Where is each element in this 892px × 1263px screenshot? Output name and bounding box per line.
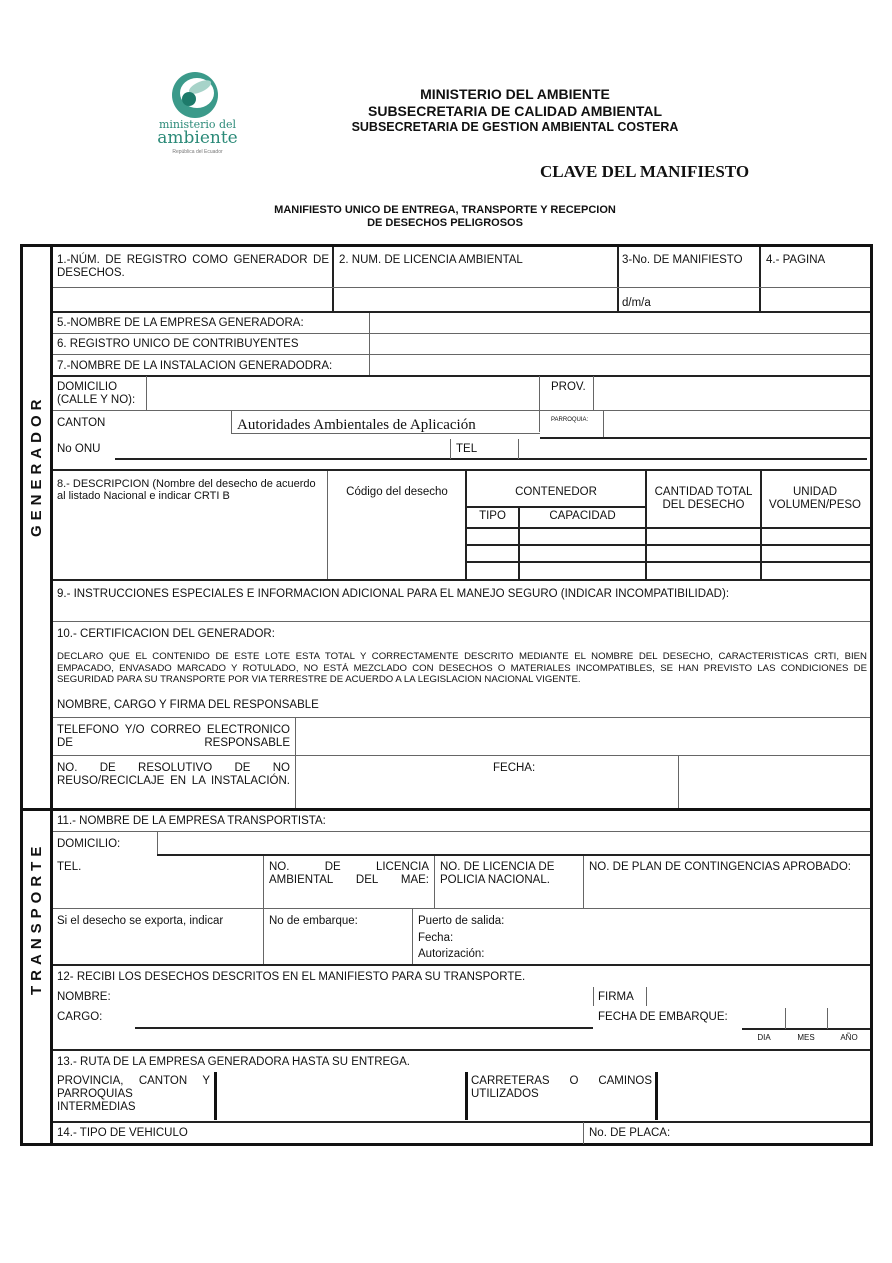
label-no-embarque: No de embarque: [269, 915, 358, 927]
input-licencia-ambiental[interactable] [336, 289, 616, 310]
label-resolutivo: NO. DE RESOLUTIVO DE NO REUSO/RECICLAJE EN LA INSTALACIÓN. [57, 762, 290, 787]
label-pagina: 4.- PAGINA [766, 254, 826, 266]
header-title1: MINISTERIO DEL AMBIENTE [420, 86, 610, 102]
label-empresa-generadora: 5.-NOMBRE DE LA EMPRESA GENERADORA: [57, 317, 304, 329]
form-subtitle2: DE DESECHOS PELIGROSOS [367, 217, 523, 229]
input-tipo-1[interactable] [467, 529, 517, 543]
input-unidad-3[interactable] [763, 563, 869, 578]
label-domicilio-transportista: DOMICILIO: [57, 838, 121, 850]
label-ruta: 13.- RUTA DE LA EMPRESA GENERADORA HASTA SU ENTREGA. [57, 1056, 410, 1068]
label-domicilio: DOMICILIO (CALLE Y NO): [57, 381, 136, 406]
label-instrucciones: 9.- INSTRUCCIONES ESPECIALES E INFORMACION ADICIONAL PARA EL MANEJO SEGURO (INDICAR INCOMPATIBILIDAD): [57, 588, 730, 600]
input-placa[interactable] [680, 1124, 869, 1143]
input-cantidad-2[interactable] [648, 546, 759, 560]
section-transporte [20, 810, 53, 1144]
input-mes[interactable] [786, 1008, 826, 1028]
label-mes: MES [797, 1033, 815, 1042]
label-fecha-exporta: Fecha: [418, 932, 454, 944]
input-ruc[interactable] [371, 335, 869, 353]
label-tipo-vehiculo: 14.- TIPO DE VEHICULO [57, 1127, 188, 1139]
input-tipo-3[interactable] [467, 563, 517, 578]
input-no-manifiesto[interactable] [660, 289, 758, 310]
label-codigo: Código del desecho [346, 486, 448, 498]
input-unidad-1[interactable] [763, 529, 869, 543]
label-licencia-ambiental: 2. NUM. DE LICENCIA AMBIENTAL [339, 254, 523, 266]
input-cantidad-3[interactable] [648, 563, 759, 578]
text-declaracion: DECLARO QUE EL CONTENIDO DE ESTE LOTE ESTA TOTAL Y CORRECTAMENTE DESCRITO MEDIANTE EL NOMBRE DEL DESECHO, CARACTERISTICAS CRTI, BIEN EMPACADO, ENVASADO MARCADO Y ROTULADO, NO ESTÁ MEZCLADO CON DESECHOS O MATERIALES INCOMPATIBLES, SE HAN PREVISTO LAS CONDICIONES DE SEGURIDAD PARA SU TRANSPORTE POR VIA TERRESTRE DE ACUERDO A LA LEGISLACION NACIONAL VIGENTE. [57, 651, 867, 685]
input-cantidad-1[interactable] [648, 529, 759, 543]
input-domicilio-transportista[interactable] [159, 833, 869, 853]
input-instrucciones[interactable] [55, 602, 869, 620]
input-tel-transportista[interactable] [55, 876, 262, 907]
input-pagina[interactable] [763, 289, 869, 310]
label-canton: CANTON [57, 417, 106, 429]
input-capacidad-3[interactable] [520, 563, 644, 578]
label-tel-correo: TELEFONO Y/O CORREO ELECTRONICO DE RESPONSABLE [57, 724, 290, 749]
label-dma: d/m/a [622, 297, 651, 309]
input-tel[interactable] [520, 440, 867, 458]
label-licencia-policia: NO. DE LICENCIA DE POLICIA NACIONAL. [440, 861, 555, 886]
logo-line3: República del Ecuador [172, 149, 223, 155]
input-capacidad-1[interactable] [520, 529, 644, 543]
label-prov: PROV. [551, 381, 586, 393]
label-exporta: Si el desecho se exporta, indicar [57, 915, 224, 927]
label-tipo: TIPO [479, 510, 506, 522]
section-label-generador: GENERADOR [28, 394, 45, 537]
logo-line2: ambiente [157, 128, 238, 148]
label-capacidad: CAPACIDAD [549, 510, 616, 522]
input-parroquia[interactable] [605, 413, 869, 435]
label-carreteras: CARRETERAS O CAMINOS UTILIZADOS [471, 1075, 652, 1100]
input-carreteras[interactable] [659, 1072, 869, 1118]
input-resolutivo[interactable] [297, 757, 677, 807]
label-tel: TEL [456, 443, 478, 455]
label-instalacion: 7.-NOMBRE DE LA INSTALACION GENERADODRA: [57, 360, 333, 372]
logo-line1: ministerio del [158, 118, 237, 131]
input-empresa-generadora[interactable] [371, 314, 869, 332]
label-registro-generador: 1.-NÚM. DE REGISTRO COMO GENERADOR DE DESECHOS. [57, 254, 329, 279]
label-contenedor: CONTENEDOR [515, 486, 597, 498]
form-subtitle1: MANIFIESTO UNICO DE ENTREGA, TRANSPORTE Y RECEPCION [274, 204, 616, 216]
input-unidad-2[interactable] [763, 546, 869, 560]
label-anio: AÑO [840, 1033, 858, 1042]
label-autorizacion: Autorización: [418, 948, 485, 960]
label-dia: DIA [757, 1033, 771, 1042]
section-label-transporte: TRANSPORTE [28, 841, 45, 995]
section-generador [20, 247, 53, 808]
label-fecha-resolutivo: FECHA: [493, 762, 536, 774]
label-licencia-mae: NO. DE LICENCIA AMBIENTAL DEL MAE: [269, 861, 429, 886]
label-firma: FIRMA [598, 991, 634, 1003]
input-anio[interactable] [828, 1008, 869, 1028]
label-empresa-transportista: 11.- NOMBRE DE LA EMPRESA TRANSPORTISTA: [57, 815, 326, 827]
label-placa: No. DE PLACA: [589, 1127, 671, 1139]
header-title2: SUBSECRETARIA DE CALIDAD AMBIENTAL [368, 103, 662, 119]
input-prov[interactable] [595, 378, 869, 410]
label-descripcion: 8.- DESCRIPCION (Nombre del desecho de acuerdo al listado Nacional e indicar CRTI B [57, 478, 316, 502]
label-unidad: UNIDAD VOLUMEN/PESO [768, 486, 862, 511]
input-no-onu[interactable] [115, 440, 450, 458]
input-dia[interactable] [742, 1008, 784, 1028]
input-canton[interactable]: Autoridades Ambientales de Aplicación [237, 417, 476, 433]
label-cantidad: CANTIDAD TOTAL DEL DESECHO [654, 486, 753, 511]
input-fecha-resolutivo[interactable] [680, 757, 869, 807]
input-descripcion[interactable] [55, 510, 325, 578]
label-puerto-salida: Puerto de salida: [418, 915, 505, 927]
logo-emblem-icon [172, 72, 218, 118]
clave-manifiesto: CLAVE DEL MANIFIESTO [540, 162, 750, 181]
label-no-onu: No ONU [57, 443, 101, 455]
label-cargo: CARGO: [57, 1011, 103, 1023]
label-fecha-embarque: FECHA DE EMBARQUE: [598, 1011, 728, 1023]
header-title3: SUBSECRETARIA DE GESTION AMBIENTAL COSTERA [351, 120, 679, 134]
input-provincias-intermedias[interactable] [218, 1072, 466, 1118]
input-nombre-recibe[interactable] [120, 988, 590, 1004]
input-codigo[interactable] [330, 505, 464, 577]
input-cargo[interactable] [135, 1008, 590, 1026]
input-tel-correo[interactable] [297, 720, 869, 754]
label-plan-contingencias: NO. DE PLAN DE CONTINGENCIAS APROBADO: [589, 861, 851, 873]
input-plan-contingencias[interactable] [585, 876, 869, 907]
label-ruc: 6. REGISTRO UNICO DE CONTRIBUYENTES [57, 338, 299, 350]
input-empresa-transportista[interactable] [350, 812, 869, 830]
input-tipo-vehiculo[interactable] [200, 1124, 580, 1143]
input-tipo-2[interactable] [467, 546, 517, 560]
label-recibi: 12- RECIBI LOS DESECHOS DESCRITOS EN EL MANIFIESTO PARA SU TRANSPORTE. [57, 971, 526, 983]
label-nombre-recibe: NOMBRE: [57, 991, 111, 1003]
label-parroquia: PARROQUIA: [551, 417, 589, 423]
input-domicilio[interactable] [148, 378, 538, 410]
input-registro-generador[interactable] [55, 289, 330, 310]
label-tel-transportista: TEL. [57, 861, 82, 873]
input-capacidad-2[interactable] [520, 546, 644, 560]
input-instalacion[interactable] [371, 356, 869, 374]
ministry-logo [150, 70, 245, 160]
label-no-manifiesto: 3-No. DE MANIFIESTO [622, 254, 743, 266]
label-provincia-canton: PROVINCIA, CANTON Y PARROQUIAS INTERMEDIAS [57, 1075, 210, 1113]
label-certificacion: 10.- CERTIFICACION DEL GENERADOR: [57, 628, 275, 640]
label-firma-responsable: NOMBRE, CARGO Y FIRMA DEL RESPONSABLE [57, 699, 319, 711]
